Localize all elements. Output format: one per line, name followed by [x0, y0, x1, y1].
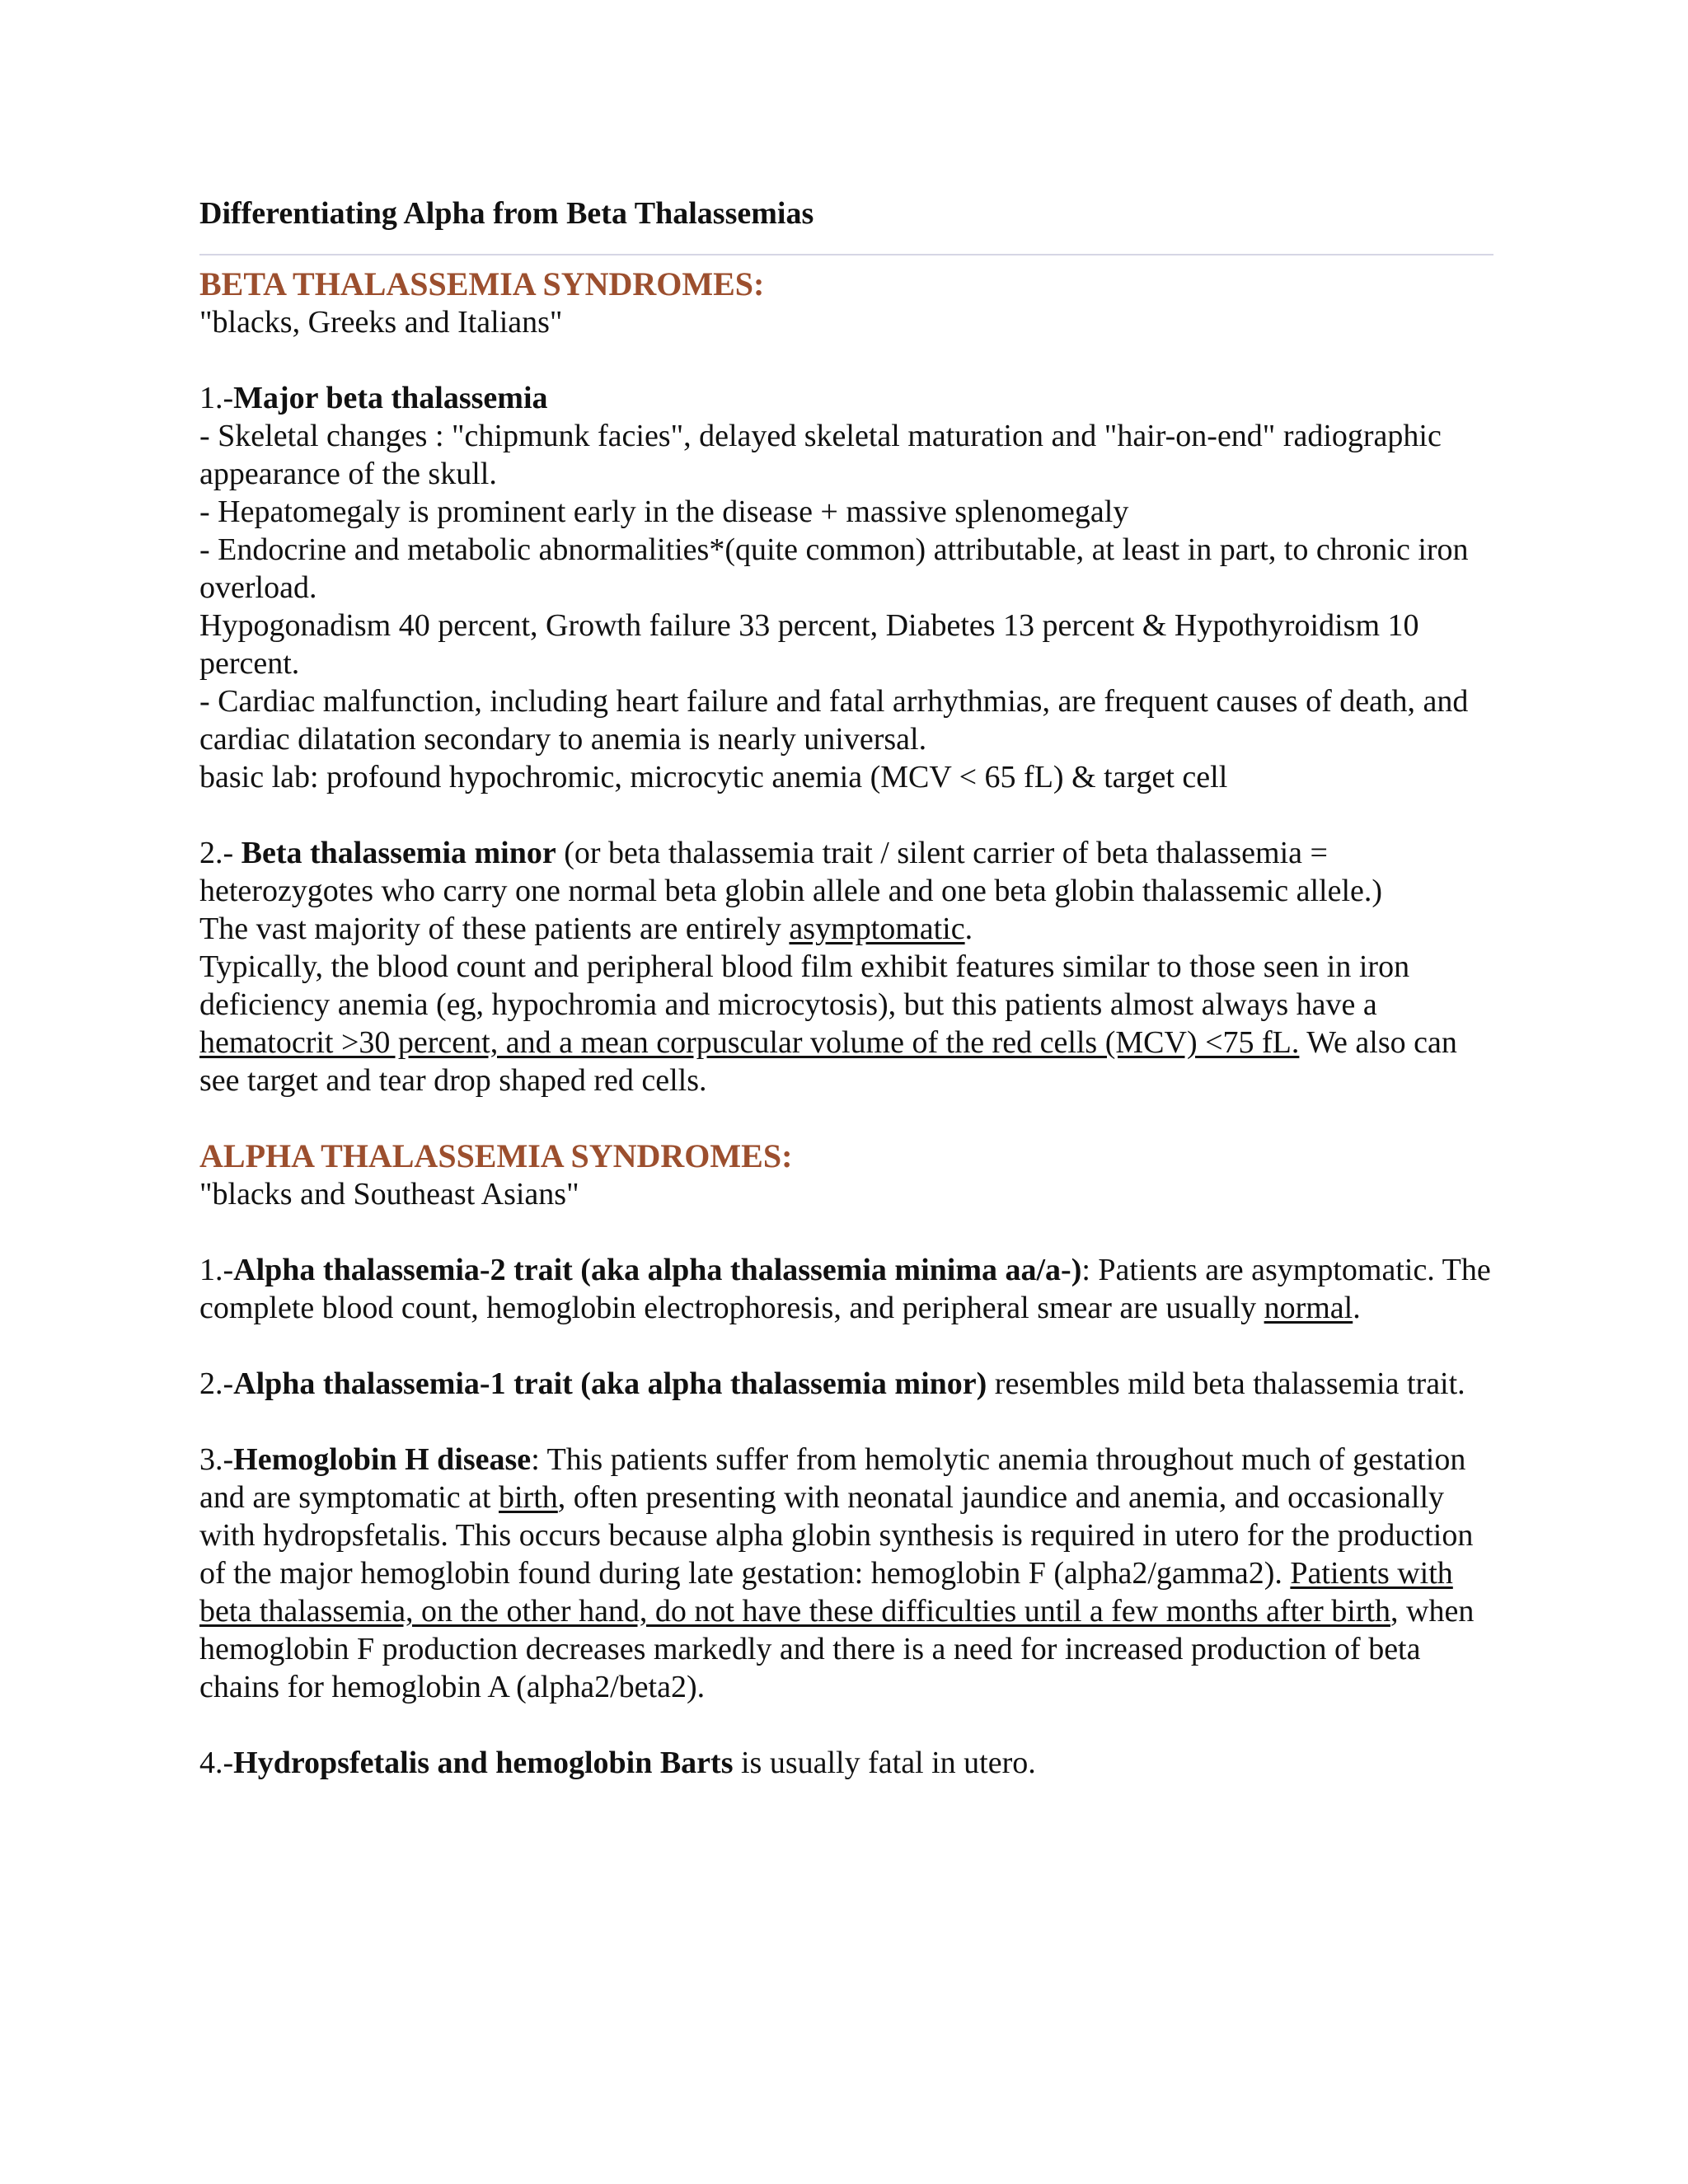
beta-minor-definition: 2.- Beta thalassemia minor (or beta thalassemia trait / silent carrier of beta thalassemia = heterozygotes who carry one normal beta globin allele and one beta globin thalassemic allele.): [199, 836, 1383, 908]
major-beta-endocrine: - Endocrine and metabolic abnormalities*(quite common) attributable, at least in part, to chronic iron overload.: [199, 532, 1469, 605]
beta-section-subtitle: "blacks, Greeks and Italians": [199, 305, 563, 340]
beta-minor-asymptomatic: The vast majority of these patients are entirely asymptomatic.: [199, 912, 973, 946]
alpha-item-1: 1.-Alpha thalassemia-2 trait (aka alpha thalassemia minima aa/a-): Patients are asymptomatic. The complete blood count, hemoglobin electrophoresis, and peripheral smear are usually normal.: [199, 1253, 1491, 1325]
item-title: Beta thalassemia minor: [241, 836, 556, 870]
item-title: Hemoglobin H disease: [233, 1442, 532, 1477]
beta-minor-blood-count: Typically, the blood count and peripheral blood film exhibit features similar to those seen in iron deficiency anemia (eg, hypochromia and microcytosis), but this patients almost always have a hematocrit >30 percent, and a mean corpuscular volume of the red cells (MCV) <75 fL. We also can see target and tear drop shaped red cells.: [199, 949, 1457, 1098]
item-number: 1.-: [199, 381, 234, 415]
item-title: Major beta thalassemia: [233, 381, 548, 415]
item-title: Alpha thalassemia-1 trait (aka alpha thalassemia minor): [233, 1366, 987, 1401]
document-body: [199, 194, 1493, 1782]
alpha-section-heading: ALPHA THALASSEMIA SYNDROMES:: [199, 1137, 793, 1174]
alpha-section-subtitle: "blacks and Southeast Asians": [199, 1177, 579, 1212]
title-divider: [199, 254, 1493, 255]
item-title: Alpha thalassemia-2 trait (aka alpha thalassemia minima aa/a-): [233, 1253, 1082, 1287]
major-beta-lab: basic lab: profound hypochromic, microcytic anemia (MCV < 65 fL) & target cell: [199, 760, 1228, 794]
alpha-item-3: 3.-Hemoglobin H disease: This patients suffer from hemolytic anemia throughout much of gestation and are symptomatic at birth, often presenting with neonatal jaundice and anemia, and occasionally with hydropsfetalis. This occurs because alpha globin synthesis is required in utero for the production of the major hemoglobin found during late gestation: hemoglobin F (alpha2/gamma2). Patients with beta thalassemia, on the other hand, do not have these difficulties until a few months after birth, when hemoglobin F production decreases markedly and there is a need for increased production of beta chains for hemoglobin A (alpha2/beta2).: [199, 1442, 1475, 1704]
document-title: Differentiating Alpha from Beta Thalassemias: [199, 196, 814, 231]
major-beta-percentages: Hypogonadism 40 percent, Growth failure 33 percent, Diabetes 13 percent & Hypothyroidism 10 percent.: [199, 608, 1419, 681]
major-beta-skeletal: - Skeletal changes : "chipmunk facies", delayed skeletal maturation and "hair-on-end" radiographic appearance of the skull.: [199, 419, 1442, 491]
major-beta-cardiac: - Cardiac malfunction, including heart failure and fatal arrhythmias, are frequent causes of death, and cardiac dilatation secondary to anemia is nearly universal.: [199, 684, 1469, 757]
major-beta-heading: [199, 379, 1493, 417]
major-beta-hepatomegaly: - Hepatomegaly is prominent early in the disease + massive splenomegaly: [199, 494, 1129, 529]
alpha-item-4: 4.-Hydropsfetalis and hemoglobin Barts is usually fatal in utero.: [199, 1746, 1036, 1780]
alpha-item-2: 2.-Alpha thalassemia-1 trait (aka alpha thalassemia minor) resembles mild beta thalassemia trait.: [199, 1366, 1465, 1401]
beta-section-heading: BETA THALASSEMIA SYNDROMES:: [199, 265, 765, 302]
item-title: Hydropsfetalis and hemoglobin Barts: [233, 1746, 734, 1780]
